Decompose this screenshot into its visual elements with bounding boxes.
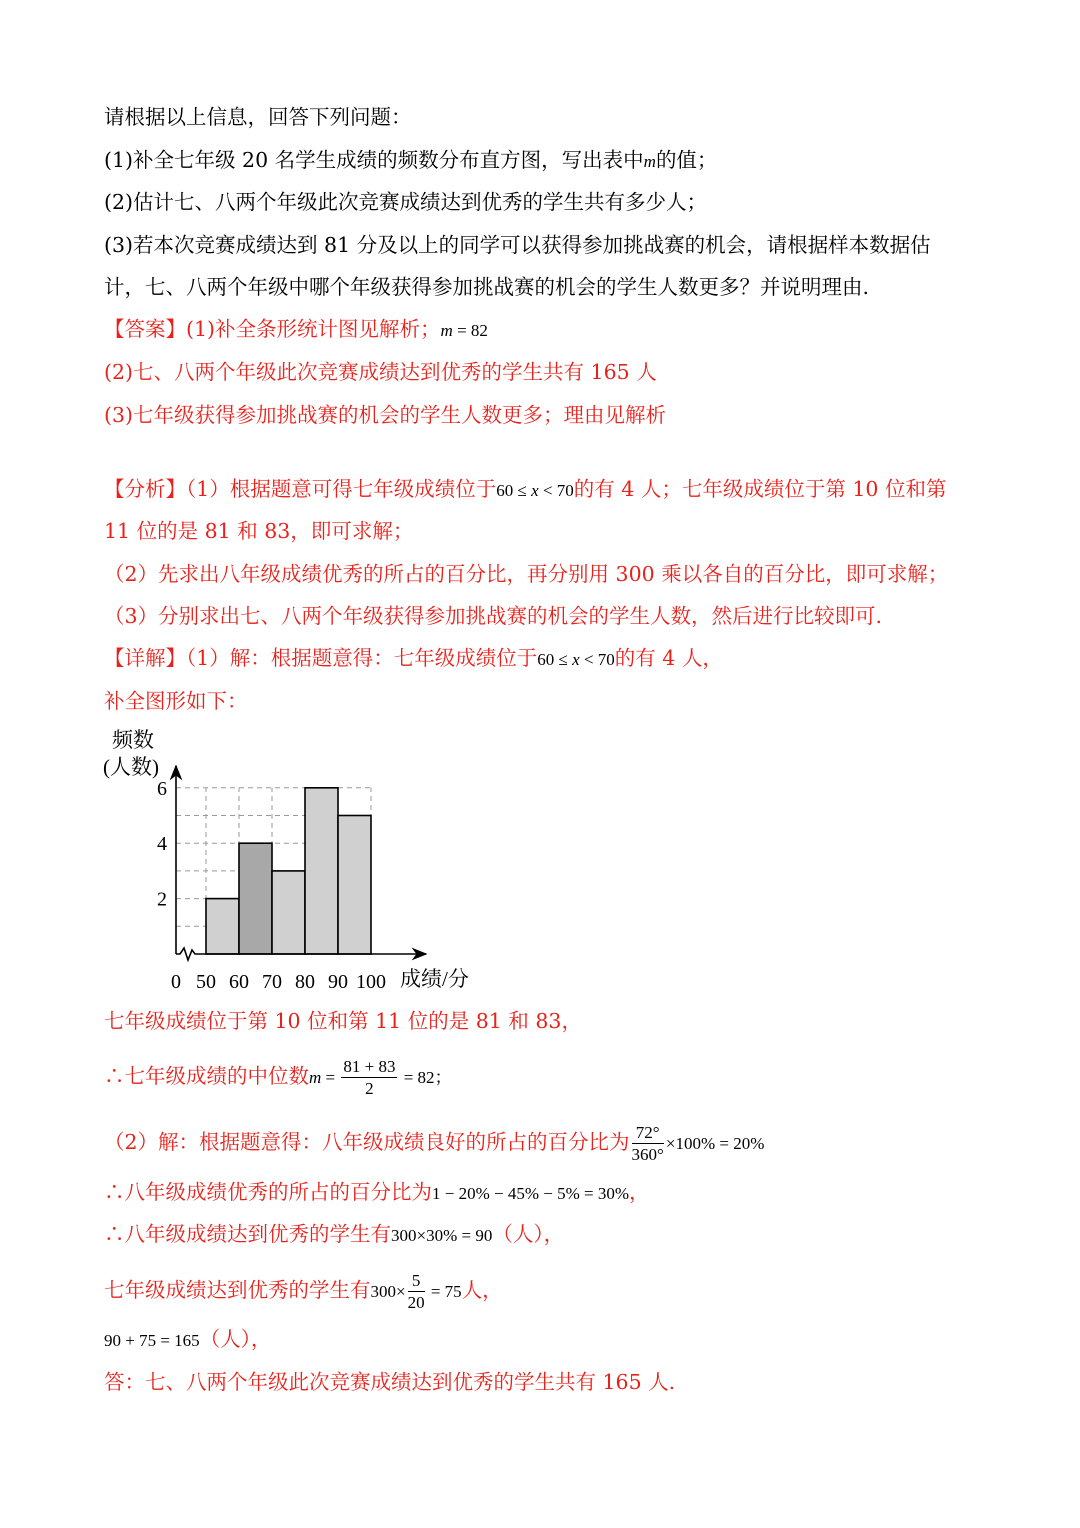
detail-4-var: m (309, 1068, 322, 1087)
detail-5-result: ×100% = 20% (665, 1134, 765, 1153)
median-fraction-numerator: 81 + 83 (343, 1057, 396, 1076)
percent-fraction-numerator: 72° (632, 1122, 664, 1144)
answer-1 (104, 314, 488, 346)
median-fraction-denominator: 2 (365, 1079, 374, 1098)
x-axis-break (176, 948, 206, 960)
question-1-tail: 的值； (655, 148, 718, 172)
question-1-text: (1)补全七年级 20 名学生成绩的频数分布直方图，写出表中 (104, 148, 644, 172)
question-2: (2)估计七、八两个年级此次竞赛成绩达到优秀的学生共有多少人； (104, 190, 708, 214)
y-axis-label-line-2: (人数) (103, 755, 159, 779)
detail-2: 补全图形如下： (104, 689, 248, 713)
detail-9 (104, 1324, 271, 1356)
percent-fraction (632, 1122, 664, 1165)
x-tick-label: 50 (196, 971, 216, 993)
detail-3: 七年级成绩位于第 10 位和第 11 位的是 81 和 83， (104, 1009, 582, 1033)
analysis-1-ineq-b: < 70 (538, 481, 574, 500)
detail-1-ineq-a: 60 ≤ (537, 650, 573, 669)
answer-3: (3)七年级获得参加挑战赛的机会的学生人数更多；理由见解析 (104, 403, 667, 427)
detail-4 (104, 1056, 452, 1099)
seventh-grade-fraction-numerator: 5 (408, 1270, 425, 1292)
detail-5-text: （2）解：根据题意得：八年级成绩良好的所占的百分比为 (104, 1130, 630, 1154)
detail-7 (104, 1219, 564, 1251)
detail-label: 【详解】 (104, 646, 186, 670)
detail-7-text: ∴八年级成绩达到优秀的学生有 (104, 1222, 391, 1246)
detail-1-text-a: （1）解：根据题意得：七年级成绩位于 (186, 646, 538, 670)
detail-5 (104, 1122, 764, 1165)
detail-8 (104, 1270, 503, 1313)
detail-4-result: = 82 (399, 1068, 435, 1087)
x-axis-label: 成绩/分 (400, 967, 469, 991)
bar-70-80 (272, 871, 305, 954)
x-tick-label: 80 (295, 971, 315, 993)
seventh-grade-fraction (408, 1270, 425, 1313)
seventh-grade-fraction-denominator: 20 (407, 1293, 425, 1312)
answer-1-eq: = 82 (452, 321, 488, 340)
answer-1-var: m (440, 321, 453, 340)
detail-10: 答：七、八两个年级此次竞赛成绩达到优秀的学生共有 165 人. (104, 1370, 676, 1394)
x-tick-label: 0 (171, 971, 181, 993)
detail-4-eq: = (321, 1068, 340, 1087)
y-tick-label: 4 (157, 833, 167, 856)
detail-1-text-b: 的有 4 人， (614, 646, 723, 670)
question-3-line-2: 计，七、八两个年级中哪个年级获得参加挑战赛的机会的学生人数更多？并说明理由. (104, 275, 870, 299)
detail-4-text: ∴七年级成绩的中位数 (104, 1064, 309, 1088)
question-intro: 请根据以上信息，回答下列问题： (104, 105, 412, 129)
analysis-label: 【分析】 (104, 477, 186, 501)
bar-80-90 (305, 788, 338, 954)
median-fraction (341, 1056, 397, 1099)
bar-60-70 (239, 843, 272, 954)
detail-8-math-b: = 75 (426, 1282, 462, 1301)
detail-1-ineq-b: < 70 (579, 650, 615, 669)
question-1 (104, 145, 717, 177)
detail-4-end: ； (434, 1068, 452, 1087)
x-tick-label: 60 (229, 971, 249, 993)
analysis-1-text-a: （1）根据题意可得七年级成绩位于 (186, 477, 497, 501)
detail-6 (104, 1177, 650, 1209)
analysis-2: （2）先求出八年级成绩优秀的所占的百分比，再分别用 300 乘以各自的百分比，即可求解； (104, 562, 949, 586)
y-tick-label: 6 (157, 777, 167, 800)
answer-1-text: (1)补全条形统计图见解析； (186, 317, 441, 341)
bar-50-60 (206, 899, 239, 954)
frequency-histogram (100, 724, 490, 1004)
x-tick-label: 70 (262, 971, 282, 993)
y-axis-label-line-1: 频数 (112, 728, 154, 752)
detail-6-end: ， (629, 1180, 650, 1204)
question-1-var: m (643, 152, 656, 171)
detail-9-math: 90 + 75 = 165 (104, 1331, 200, 1350)
detail-8-text: 七年级成绩达到优秀的学生有 (104, 1278, 371, 1302)
y-tick-label: 2 (157, 888, 167, 911)
answer-2: (2)七、八两个年级此次竞赛成绩达到优秀的学生共有 165 人 (104, 360, 657, 384)
analysis-1 (104, 474, 946, 506)
analysis-1-ineq-a: 60 ≤ (496, 481, 532, 500)
detail-6-math: 1 − 20% − 45% − 5% = 30% (432, 1184, 629, 1203)
detail-1 (104, 643, 723, 675)
detail-8-end: 人， (461, 1278, 503, 1302)
bar-90-100 (338, 816, 371, 955)
answer-label: 【答案】 (104, 317, 186, 341)
x-tick-label: 90 (328, 971, 348, 993)
detail-7-math: 300×30% = 90 (391, 1226, 493, 1245)
analysis-1-cont: 11 位的是 81 和 83，即可求解； (104, 519, 414, 543)
detail-7-end: （人）， (492, 1222, 565, 1246)
analysis-3: （3）分别求出七、八两个年级获得参加挑战赛的机会的学生人数，然后进行比较即可. (104, 604, 883, 628)
detail-1-ineq-x: x (572, 650, 580, 669)
percent-fraction-denominator: 360° (631, 1145, 664, 1164)
x-tick-label: 100 (356, 971, 386, 993)
detail-9-end: （人）， (199, 1327, 272, 1351)
analysis-1-ineq-x: x (531, 481, 539, 500)
analysis-1-text-b: 的有 4 人；七年级成绩位于第 10 位和第 (573, 477, 947, 501)
question-3-line-1: (3)若本次竞赛成绩达到 81 分及以上的同学可以获得参加挑战赛的机会，请根据样本数据估 (104, 233, 931, 257)
detail-8-math-a: 300× (370, 1282, 406, 1301)
detail-6-text: ∴八年级成绩优秀的所占的百分比为 (104, 1180, 432, 1204)
